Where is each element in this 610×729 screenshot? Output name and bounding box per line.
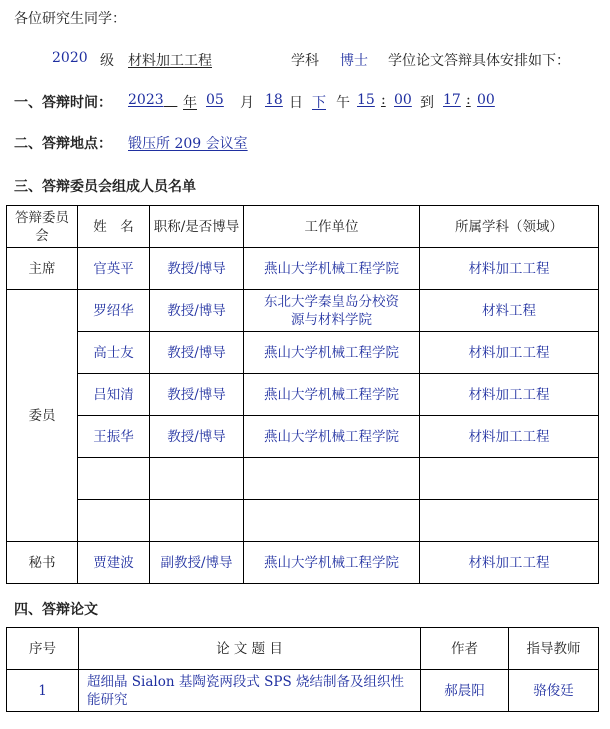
header-name: 姓 名 [78, 206, 150, 248]
time-month-unit: 月 [240, 95, 254, 111]
intro-degree: 博士 [340, 53, 368, 69]
committee-row-secretary [7, 542, 599, 584]
time-month: 05 [206, 92, 224, 108]
time-year: 2023 [128, 92, 164, 108]
thesis-title: 超细晶 Sialon 基陶瓷两段式 SPS 烧结制备及组织性能研究 [79, 670, 421, 712]
time-ampm-1: 下 [312, 95, 326, 111]
member-title: 教授/博导 [150, 290, 244, 332]
time-colon-2: : [466, 92, 471, 108]
time-heading: 一、答辩时间： [14, 95, 112, 111]
intro-grade-word: 级 [100, 53, 114, 69]
member-field: 材料加工工程 [420, 374, 599, 416]
secretary-title: 副教授/博导 [150, 542, 244, 584]
time-year-unit: 年 [183, 95, 197, 111]
thesis-table [6, 627, 599, 712]
chair-title: 教授/博导 [150, 248, 244, 290]
header-unit: 工作单位 [244, 206, 420, 248]
member-name: 高士友 [78, 332, 150, 374]
thesis-advisor: 骆俊廷 [509, 670, 599, 712]
time-year-gap [164, 92, 182, 108]
empty-cell [78, 458, 150, 500]
intro-tail: 学位论文答辩具体安排如下： [388, 53, 570, 69]
committee-row-member [7, 374, 599, 416]
member-unit: 东北大学秦皇岛分校资源与材料学院 [244, 290, 420, 332]
time-start-hour: 15 [357, 92, 375, 108]
secretary-name: 贾建波 [78, 542, 150, 584]
member-field: 材料加工工程 [420, 416, 599, 458]
thesis-heading: 四、答辩论文 [14, 602, 98, 618]
committee-row-member [7, 416, 599, 458]
header-thesis-title: 论 文 题 目 [79, 628, 421, 670]
header-author: 作者 [421, 628, 509, 670]
time-start-minute: 00 [394, 92, 412, 108]
time-end-hour: 17 [443, 92, 461, 108]
chair-field: 材料加工工程 [420, 248, 599, 290]
empty-cell [150, 500, 244, 542]
member-field: 材料加工工程 [420, 332, 599, 374]
intro-subject-word: 学科 [291, 53, 319, 69]
intro-year: 2020 [52, 50, 88, 66]
committee-row-member [7, 290, 599, 332]
role-member: 委员 [7, 290, 78, 542]
member-field: 材料工程 [420, 290, 599, 332]
member-name: 罗绍华 [78, 290, 150, 332]
member-title: 教授/博导 [150, 374, 244, 416]
committee-table [6, 205, 599, 584]
thesis-header-row [7, 628, 599, 670]
member-title: 教授/博导 [150, 332, 244, 374]
header-advisor: 指导教师 [509, 628, 599, 670]
chair-name: 官英平 [78, 248, 150, 290]
empty-cell [78, 500, 150, 542]
committee-header-row [7, 206, 599, 248]
empty-cell [150, 458, 244, 500]
chair-unit: 燕山大学机械工程学院 [244, 248, 420, 290]
time-day: 18 [265, 92, 283, 108]
thesis-no: 1 [7, 670, 79, 712]
empty-cell [244, 458, 420, 500]
member-name: 王振华 [78, 416, 150, 458]
empty-cell [420, 458, 599, 500]
place-value: 锻压所 209 会议室 [128, 136, 248, 152]
secretary-unit: 燕山大学机械工程学院 [244, 542, 420, 584]
place-heading: 二、答辩地点： [14, 136, 112, 152]
time-colon-1: : [381, 92, 386, 108]
member-title: 教授/博导 [150, 416, 244, 458]
committee-row-empty [7, 458, 599, 500]
header-title: 职称/是否博导 [150, 206, 244, 248]
intro-major: 材料加工工程 [128, 53, 212, 69]
committee-row-chair [7, 248, 599, 290]
thesis-row [7, 670, 599, 712]
time-ampm-2: 午 [336, 95, 350, 111]
greeting: 各位研究生同学： [14, 11, 126, 27]
header-no: 序号 [7, 628, 79, 670]
header-role: 答辩委员会 [7, 206, 78, 248]
role-chair: 主席 [7, 248, 78, 290]
time-to: 到 [420, 95, 434, 111]
committee-row-member [7, 332, 599, 374]
empty-cell [244, 500, 420, 542]
member-unit: 燕山大学机械工程学院 [244, 332, 420, 374]
member-unit: 燕山大学机械工程学院 [244, 416, 420, 458]
secretary-field: 材料加工工程 [420, 542, 599, 584]
role-secretary: 秘书 [7, 542, 78, 584]
empty-cell [420, 500, 599, 542]
thesis-author: 郝晨阳 [421, 670, 509, 712]
time-day-unit: 日 [289, 95, 303, 111]
header-field: 所属学科（领域） [420, 206, 599, 248]
committee-heading: 三、答辩委员会组成人员名单 [14, 179, 196, 195]
member-name: 吕知清 [78, 374, 150, 416]
time-end-minute: 00 [477, 92, 495, 108]
committee-row-empty [7, 500, 599, 542]
member-unit: 燕山大学机械工程学院 [244, 374, 420, 416]
